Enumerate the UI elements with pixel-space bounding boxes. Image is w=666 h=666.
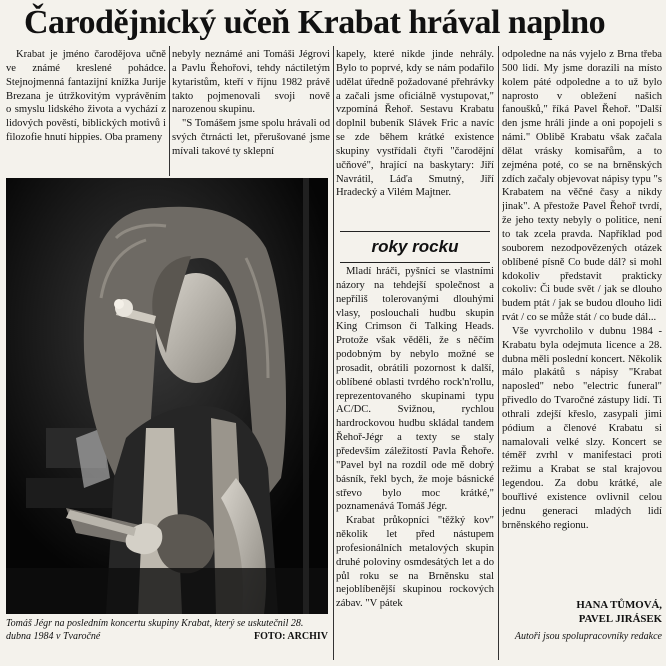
- headline: Čarodějnický učeň Krabat hrával naplno: [24, 4, 606, 41]
- paragraph: odpoledne na nás vyjelo z Brna třeba 500 lidí. My jsme dorazili na místo kolem páté odpoledne a to už bylo naprosto v obležení našich fanoušků," říká Pavel Řehoř. "Další den jsme hráli jinde a oni popojeli s námi." Oblibě Krabatu však začala dělat vrásky komisařům, a to zejména poté, co se na brněnských zdích začaly objevovat nápisy typu "s Krabatem na věčné časy a nikdy jinak". A přestože Pavel Řehoř tvrdí, že jeho texty nebyly o politice, není to tak zcela pravda. Například pod souborem nezodpovězených otázek oblíbené písně Co bude dál? si mohl kdokoliv představit prakticky cokoliv: Či bude svět / jak se dlouho budem ptát / jak se budou dlouho lidi rvát / co se může stát / co bude dál...: [502, 49, 662, 324]
- paragraph: Vše vyvrcholilo v dubnu 1984 - Krabatu byla odejmuta licence a 28. dubna měli poslední koncert. Několik málo plakátů s nápisy "Krabat naposled" nebo "electric funeral" přivedlo do Tvaročné zástupy lidí. Ti othrali zdejší křeslo, zasypali jimi pódium a členové Krabatu si namalovali velké slzy. Koncert se téměř zvrhl v manifestaci proti režimu a Krabat se stal krajovou legendou. Za dobu krátké, ale bouřlivé existence ovlivnil celou jednu generaci mladých lidí brněnského regionu.: [502, 325, 662, 531]
- column-divider: [498, 46, 499, 660]
- photo-credit: FOTO: ARCHIV: [254, 631, 328, 642]
- concert-photo: [6, 178, 328, 614]
- paragraph: nebyly neznámé ani Tomáši Jégrovi a Pavlu Řehořovi, tehdy náctiletým kytaristům, kteří v říjnu 1982 právě takto pojmenovali svoji nově narozenou skupinu.: [172, 49, 330, 116]
- author-name: PAVEL JIRÁSEK: [578, 613, 662, 625]
- paragraph: Krabat průkopníci "těžký kov" několik let před nástupem profesionálních metalových skupin druhé poloviny osmdesátých let a do půl roku se na Brněnsku stal nejoblíbenější skupinou rockových zábav. "V pátek: [336, 515, 494, 610]
- paragraph: "S Tomášem jsme spolu hrávali od svých čtrnácti let, přerušované jsme mívali takové ty sklepní: [172, 118, 330, 157]
- article-column-2: [172, 48, 330, 170]
- author-note: Autoři jsou spolupracovníky redakce: [514, 631, 662, 642]
- paragraph: Krabat je jméno čarodějova učně ve známé kreslené pohádce. Stejnojmenná fantazijní knížka Jurije Brezana je útržkovitým vyprávěním o smyslu lidského života a vychází z lidových pověstí, biblických motivů i filozofie hnutí hippies. Oba prameny: [6, 49, 166, 144]
- caption-text: Tomáš Jégr na posledním koncertu skupiny Krabat, který se uskutečnil 28. dubna 1984 v Tvaročné: [6, 618, 304, 642]
- subheading: roky rocku: [371, 237, 459, 256]
- paragraph: Mladí hráči, pyšníci se vlastními názory na tehdejší společnost a nepříliš tolerovanými dlouhými vlasy, poslouchali hudbu skupin King Crimson či Talking Heads. Protože však věděli, že s něčím podobným by nebylo možné se prosadit, obrátili pozornost k další, oblíbené oblasti tvrdého rock'n'rollu, reprezentovaného skupinami typu AC/DC. Svižnou, rychlou hardrockovou hudbu skládal tandem Řehoř-Jégr a texty se staly především záležitostí Pavla Řehoře. "Pavel byl na rozdíl ode mě dobrý básník, řekl bych, že moje básnické střevo bylo moc krátké," poznamenává Tomáš Jégr.: [336, 266, 494, 513]
- article-column-3-top: [336, 48, 494, 228]
- article-column-1: [6, 48, 166, 170]
- author-name: HANA TŮMOVÁ,: [576, 599, 662, 611]
- article-column-4: [502, 48, 662, 608]
- column-divider: [169, 46, 170, 176]
- author-byline: [502, 598, 662, 626]
- photo-caption: [6, 617, 328, 643]
- guitarist-photo-illustration: [6, 178, 328, 614]
- article-column-3-bottom: [336, 265, 494, 661]
- paragraph: kapely, které nikde jinde nehrály. Bylo to poprvé, kdy se nám podařilo udělat úředně požadované přehrávky a začali jsme oficiálně vystupovat," vzpomíná Řehoř. Sestavu Krabatu doplnil bubeník Slávek Fric a navíc se zde během krátké existence skupiny vystřídali čtyři "čarodějní učňové", hrající na baskytary: Jiří Navrátil, Láďa Smutný, Jiří Hradecký a Vilém Majtner.: [336, 49, 494, 199]
- subheading-rule: [340, 262, 490, 263]
- column-divider: [333, 46, 334, 660]
